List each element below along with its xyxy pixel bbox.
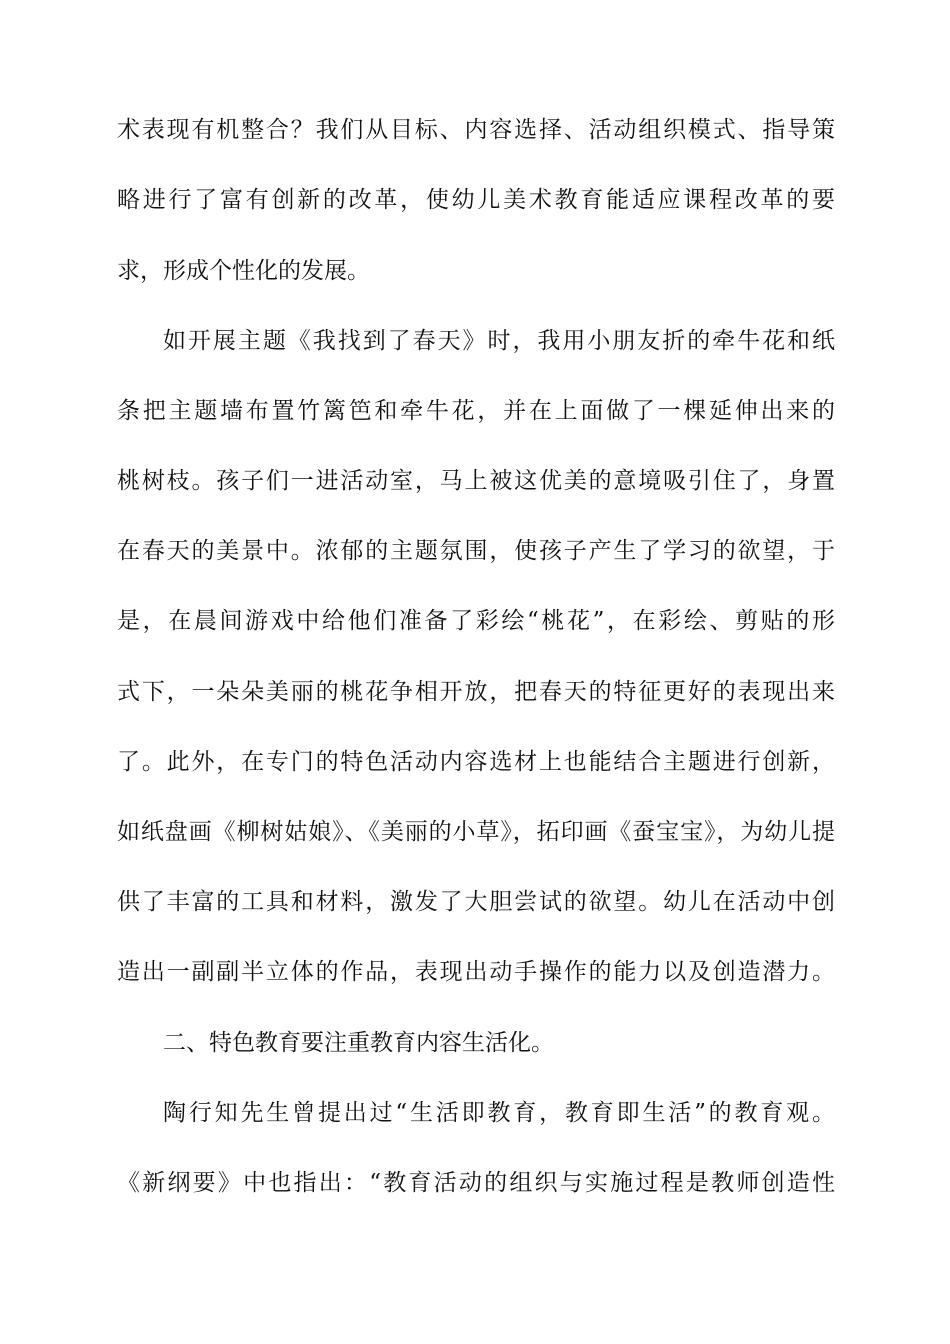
text-line: 桃树枝。孩子们一进活动室，马上被这优美的意境吸引住了，身置: [117, 468, 835, 494]
text-line: 《新纲要》中也指出：“教育活动的组织与实施过程是教师创造性: [117, 1170, 835, 1196]
text-line: 条把主题墙布置竹篱笆和牵牛花，并在上面做了一棵延伸出来的: [117, 398, 835, 424]
text-line: 略进行了富有创新的改革，使幼儿美术教育能适应课程改革的要: [117, 187, 835, 213]
text-line: 如开展主题《我找到了春天》时，我用小朋友折的牵牛花和纸: [163, 328, 835, 354]
text-line: 是，在晨间游戏中给他们准备了彩绘“桃花”，在彩绘、剪贴的形: [117, 608, 835, 634]
text-line: 了。此外，在专门的特色活动内容选材上也能结合主题进行创新，: [117, 749, 835, 775]
text-line: 造出一副副半立体的作品，表现出动手操作的能力以及创造潜力。: [117, 959, 835, 985]
text-line: 如纸盘画《柳树姑娘》、《美丽的小草》，拓印画《蚕宝宝》，为幼儿提: [117, 819, 835, 845]
text-line: 陶行知先生曾提出过“生活即教育，教育即生活”的教育观。: [163, 1100, 835, 1126]
text-line: 在春天的美景中。浓郁的主题氛围，使孩子产生了学习的欲望，于: [117, 538, 835, 564]
text-line: 求，形成个性化的发展。: [117, 258, 370, 284]
text-line: 供了丰富的工具和材料，激发了大胆尝试的欲望。幼儿在活动中创: [117, 889, 835, 915]
text-line: 术表现有机整合？我们从目标、内容选择、活动组织模式、指导策: [117, 117, 835, 143]
section-heading: 二、特色教育要注重教育内容生活化。: [163, 1030, 554, 1056]
text-line: 式下，一朵朵美丽的桃花争相开放，把春天的特征更好的表现出来: [117, 679, 835, 705]
